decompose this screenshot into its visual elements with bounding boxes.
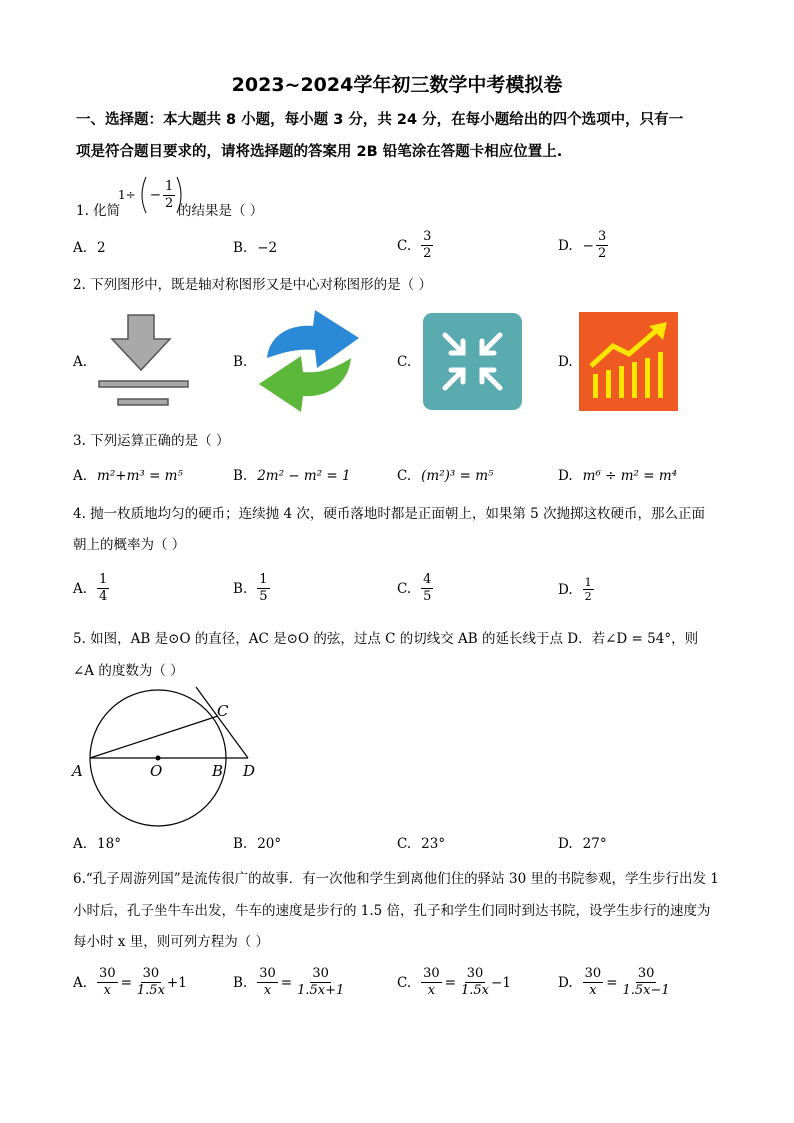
q4-line-2: 朝上的概率为（ ） — [73, 537, 186, 553]
q1-option-d: D. − $\frac{3}{2}$ — [558, 229, 607, 261]
q4-line-1: 4. 抛一枚质地均匀的硬币；连续抛 4 次，硬币落地时都是正面朝上，如果第 5 次抛掷这枚硬币，那么正面 — [73, 506, 706, 522]
q1-option-a: A. 2 — [73, 240, 106, 256]
collapse-arrows-icon — [423, 313, 522, 410]
q2-option-c-letter: C. — [397, 354, 412, 370]
left-paren-icon — [136, 175, 148, 215]
q5-option-b: B. 20° — [233, 836, 282, 852]
q1-fraction — [163, 179, 175, 212]
section-header-line-1: 一、选择题：本大题共 8 小题，每小题 3 分，共 24 分，在每小题给出的四个选项中，只有一 — [76, 112, 684, 128]
q4-option-d: D. $\frac{1}{2}$ — [558, 576, 592, 603]
label-d: D — [243, 762, 256, 780]
q3-option-a: A. m²+m³ = m⁵ — [73, 468, 183, 484]
label-a: A — [72, 762, 83, 780]
q6-line-3: 每小时 x 里，则可列方程为（ ） — [73, 934, 269, 950]
circle-tangent-figure — [66, 682, 276, 832]
q2-option-b-letter: B. — [233, 354, 248, 370]
q5-option-a: A. 18° — [73, 836, 121, 852]
q1-expr-prefix: 1÷ — [118, 188, 136, 202]
q6-line-2: 小时后，孔子坐牛车出发，牛车的速度是步行的 1.5 倍，孔子和学生们同时到达书院，设学生步行的速度为 — [73, 903, 711, 919]
q5-option-c: C. 23° — [397, 836, 446, 852]
q1-frac-den: 2 — [165, 195, 174, 211]
q2-stem: 2. 下列图形中，既是轴对称图形又是中心对称图形的是（ ） — [73, 277, 432, 293]
refresh-arrows-icon — [255, 306, 363, 414]
q4-option-a: A. $\frac{1}{4}$ — [73, 572, 108, 604]
q6-option-d: D. $\frac{30}{x}$ = $\frac{30}{1.5x-1}$ — [558, 966, 670, 998]
trend-chart-icon — [579, 312, 678, 411]
q1-number: 1. 化简 — [76, 203, 121, 219]
label-o: O — [150, 762, 163, 780]
q1-option-b: B. −2 — [233, 240, 278, 256]
chord-ac — [90, 716, 218, 758]
q3-option-b: B. 2m² − m² = 1 — [233, 468, 351, 484]
label-c: C — [217, 702, 229, 720]
section-header-line-2: 项是符合题目要求的，请将选择题的答案用 2B 铅笔涂在答题卡相应位置上. — [76, 144, 563, 160]
q5-line-1: 5. 如图，AB 是⊙O 的直径，AC 是⊙O 的弦，过点 C 的切线交 AB 的延长线于点 D．若∠D = 54°，则 — [73, 631, 699, 647]
q3-option-d: D. m⁶ ÷ m² = m⁴ — [558, 468, 678, 484]
q1-suffix: 的结果是（ ） — [178, 203, 264, 219]
q1-expression: 1÷ − $\frac{1}{2}$ — [118, 175, 187, 215]
q3-stem: 3. 下列运算正确的是（ ） — [73, 433, 230, 449]
q2-option-d-letter: D. — [558, 354, 573, 370]
q6-option-a: A. $\frac{30}{x}$ = $\frac{30}{1.5x}$ +1 — [73, 966, 187, 998]
q1-option-c: C. $\frac{3}{2}$ — [397, 229, 432, 261]
q5-option-d: D. 27° — [558, 836, 607, 852]
q4-option-c: C. $\frac{4}{5}$ — [397, 572, 432, 604]
q5-line-2: ∠A 的度数为（ ） — [73, 663, 184, 679]
center-point — [156, 756, 161, 761]
tangent-cd — [196, 687, 248, 758]
page-title: 2023~2024学年初三数学中考模拟卷 — [231, 74, 563, 96]
q2-option-a-letter: A. — [73, 354, 88, 370]
q6-line-1: 6.“孔子周游列国”是流传很广的故事．有一次他和学生到离他们住的驿站 30 里的书院参观，学生步行出发 1 — [73, 871, 719, 887]
q6-option-c: C. $\frac{30}{x}$ = $\frac{30}{1.5x}$ −1 — [397, 966, 511, 998]
q6-option-b: B. $\frac{30}{x}$ = $\frac{30}{1.5x+1}$ — [233, 966, 345, 998]
label-b: B — [212, 762, 224, 780]
q3-option-c: C. (m²)³ = m⁵ — [397, 468, 494, 484]
download-arrow-icon — [96, 313, 192, 409]
q1-frac-num: 1 — [165, 178, 174, 194]
q4-option-b: B. $\frac{1}{5}$ — [233, 572, 268, 604]
